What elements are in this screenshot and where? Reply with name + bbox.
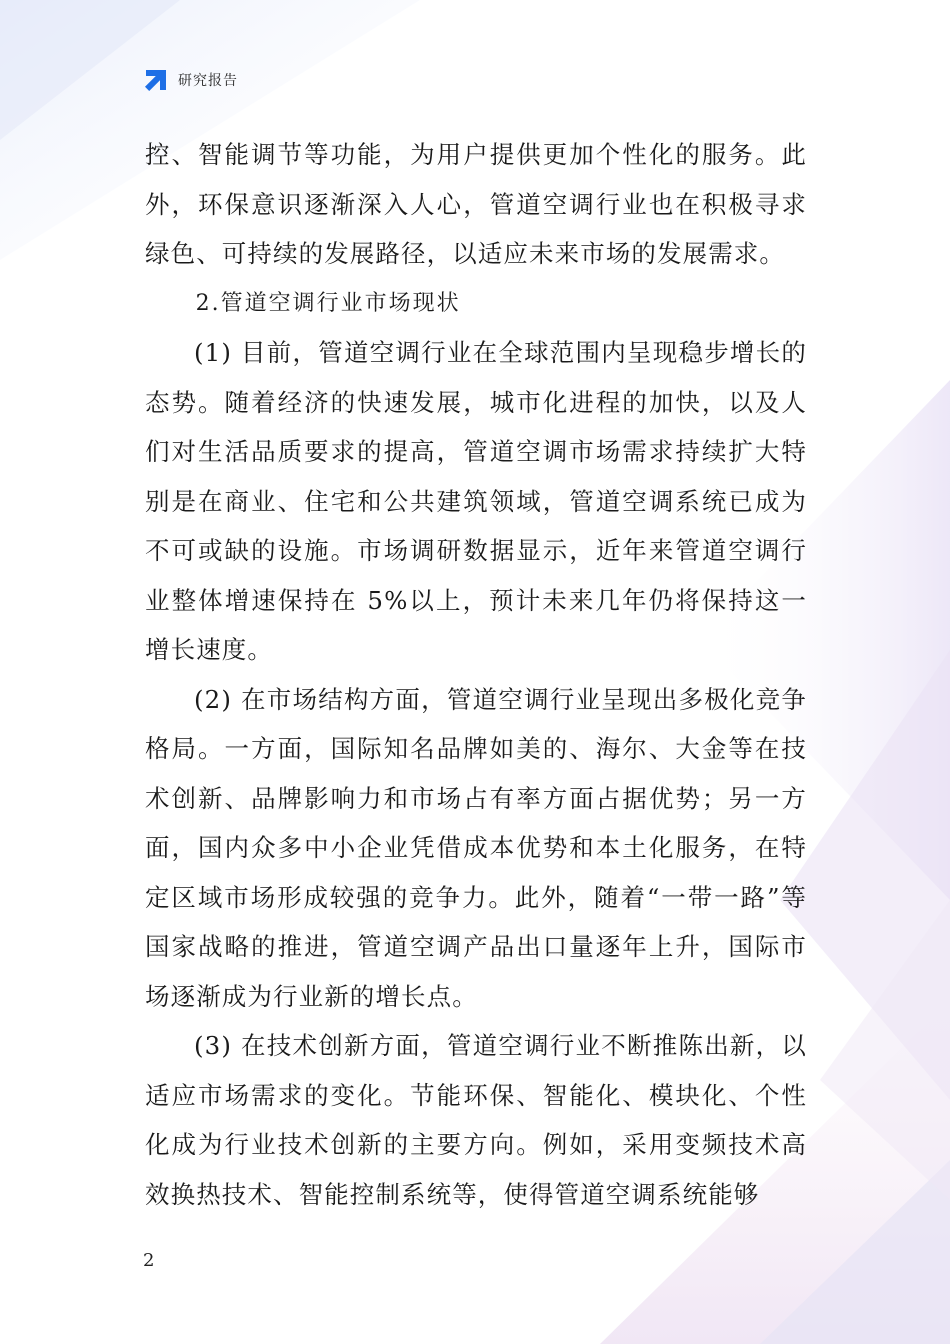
section-heading: 2.管道空调行业市场现状 — [195, 290, 461, 316]
paragraph-market-growth: (1) 目前，管道空调行业在全球范围内呈现稳步增长的态势。随着经济的快速发展，城市化进程的加快，以及人们对生活品质要求的提高，管道空调市场需求持续扩大特别是在商业、住宅和公共建筑领域，管道空调系统已成为不可或缺的设施。市场调研数据显示，近年来管道空调行业整体增速保持在 5%以上，预计未来几年仍将保持这一增长速度。 — [145, 338, 807, 664]
header-title: 研究报告 — [178, 73, 238, 89]
paragraph-market-structure: (2) 在市场结构方面，管道空调行业呈现出多极化竞争格局。一方面，国际知名品牌如美的、海尔、大金等在技术创新、品牌影响力和市场占有率方面占据优势；另一方面，国内众多中小企业凭借成本优势和本土化服务，在特定区域市场形成较强的竞争力。此外，随着“一带一路”等国家战略的推进，管道空调产品出口量逐年上升，国际市场逐渐成为行业新的增长点。 — [145, 684, 807, 1011]
paragraph-tech-innovation: (3) 在技术创新方面，管道空调行业不断推陈出新，以适应市场需求的变化。节能环保、智能化、模块化、个性化成为行业技术创新的主要方向。例如，采用变频技术高效换热技术、智能控制系统等，使得管道空调系统能够 — [145, 1031, 807, 1209]
page-number: 2 — [143, 1250, 155, 1271]
report-header — [143, 66, 238, 94]
paragraph-continuation: 控、智能调节等功能，为用户提供更加个性化的服务。此外，环保意识逐渐深入人心，管道空调行业也在积极寻求绿色、可持续的发展路径，以适应未来市场的发展需求。 — [145, 140, 807, 268]
arrow-up-right-icon — [143, 67, 169, 93]
document-body — [145, 130, 807, 1219]
